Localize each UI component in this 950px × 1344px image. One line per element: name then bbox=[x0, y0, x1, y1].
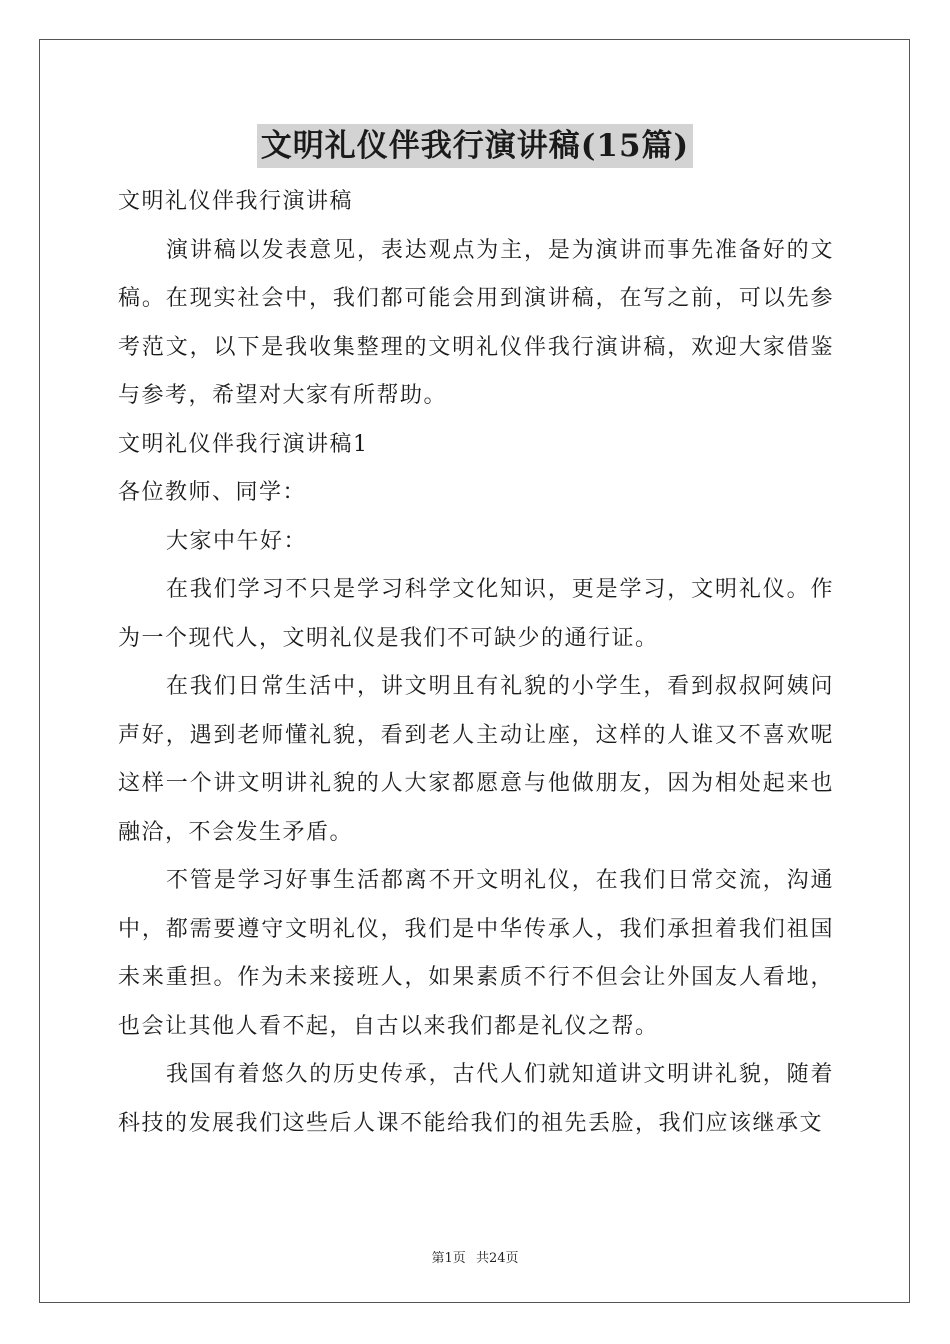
paragraph: 文明礼仪伴我行演讲稿1 bbox=[118, 431, 369, 457]
paragraph: 我国有着悠久的历史传承，古代人们就知道讲文明讲礼貌，随着科技的发展我们这些后人课不能给我们的祖先丢脸，我们应该继承文 bbox=[118, 1062, 834, 1136]
title-container bbox=[0, 124, 950, 168]
page-footer bbox=[0, 1247, 950, 1266]
paragraph: 大家中午好： bbox=[166, 528, 308, 554]
document-body bbox=[118, 178, 834, 1148]
paragraph: 各位教师、同学： bbox=[118, 480, 307, 505]
paragraph: 在我们日常生活中，讲文明且有礼貌的小学生，看到叔叔阿姨问声好，遇到老师懂礼貌，看到老人主动让座，这样的人谁又不喜欢呢这样一个讲文明讲礼貌的人大家都愿意与他做朋友，因为相处起来也融洽，不会发生矛盾。 bbox=[118, 674, 834, 845]
page-number: 第1页 bbox=[431, 1251, 466, 1266]
paragraph: 不管是学习好事生活都离不开文明礼仪，在我们日常交流，沟通中，都需要遵守文明礼仪，我们是中华传承人，我们承担着我们祖国未来重担。作为未来接班人，如果素质不行不但会让外国友人看地，也会让其他人看不起，自古以来我们都是礼仪之帮。 bbox=[118, 868, 834, 1039]
paragraph: 文明礼仪伴我行演讲稿 bbox=[118, 189, 354, 214]
paragraph: 在我们学习不只是学习科学文化知识，更是学习，文明礼仪。作为一个现代人，文明礼仪是我们不可缺少的通行证。 bbox=[118, 577, 834, 651]
paragraph: 演讲稿以发表意见，表达观点为主，是为演讲而事先准备好的文稿。在现实社会中，我们都可能会用到演讲稿，在写之前，可以先参考范文，以下是我收集整理的文明礼仪伴我行演讲稿，欢迎大家借鉴与参考，希望对大家有所帮助。 bbox=[118, 237, 834, 408]
document-title: 文明礼仪伴我行演讲稿(15篇) bbox=[257, 124, 693, 168]
page-total: 共24页 bbox=[475, 1251, 519, 1266]
